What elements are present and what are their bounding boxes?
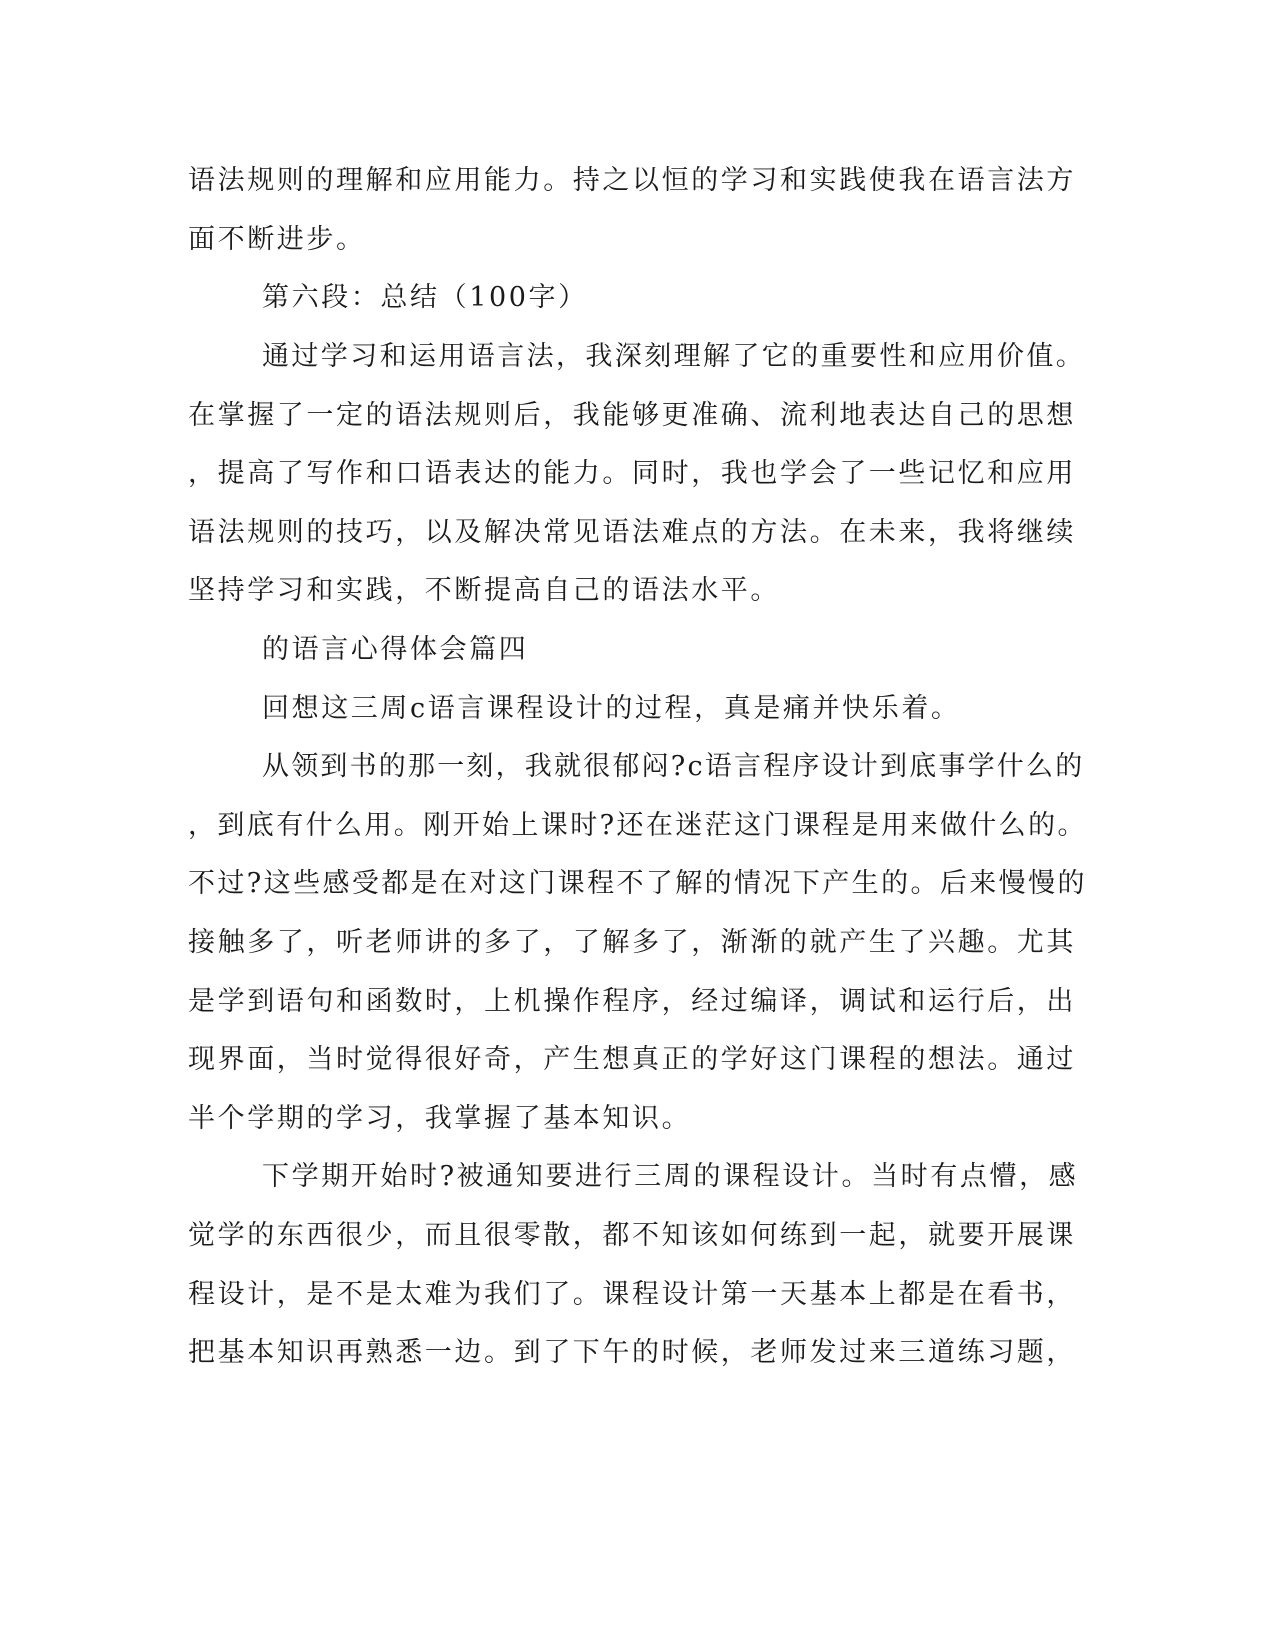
paragraph-first-line: 从领到书的那一刻，我就很郁闷?c语言程序设计到底事学什么的 <box>262 751 1085 782</box>
body-line: 是学到语句和函数时，上机操作程序，经过编译，调试和运行后，出 <box>188 986 1076 1017</box>
body-line: 语法规则的技巧，以及解决常见语法难点的方法。在未来，我将继续 <box>188 517 1076 548</box>
body-line: 程设计，是不是太难为我们了。课程设计第一天基本上都是在看书， <box>188 1279 1076 1310</box>
body-line: 不过?这些感受都是在对这门课程不了解的情况下产生的。后来慢慢的 <box>188 868 1087 899</box>
body-line: 觉学的东西很少，而且很零散，都不知该如何练到一起，就要开展课 <box>188 1220 1076 1251</box>
body-line: 把基本知识再熟悉一边。到了下午的时候，老师发过来三道练习题， <box>188 1337 1076 1368</box>
body-line: 面不断进步。 <box>188 224 366 255</box>
paragraph-first-line: 下学期开始时?被通知要进行三周的课程设计。当时有点懵，感 <box>262 1161 1079 1192</box>
body-line: 语法规则的理解和应用能力。持之以恒的学习和实践使我在语言法方 <box>188 165 1076 196</box>
body-line: 接触多了，听老师讲的多了，了解多了，渐渐的就产生了兴趣。尤其 <box>188 927 1076 958</box>
body-line: ，到底有什么用。刚开始上课时?还在迷茫这门课程是用来做什么的。 <box>188 810 1087 841</box>
body-line: ，提高了写作和口语表达的能力。同时，我也学会了一些记忆和应用 <box>188 458 1076 489</box>
article-heading: 的语言心得体会篇四 <box>262 634 529 665</box>
body-line: 在掌握了一定的语法规则后，我能够更准确、流利地表达自己的思想 <box>188 400 1076 431</box>
body-line: 坚持学习和实践，不断提高自己的语法水平。 <box>188 575 780 606</box>
paragraph-first-line: 回想这三周c语言课程设计的过程，真是痛并快乐着。 <box>262 693 961 724</box>
section-heading: 第六段：总结（100字） <box>262 282 588 313</box>
body-line: 现界面，当时觉得很好奇，产生想真正的学好这门课程的想法。通过 <box>188 1044 1076 1075</box>
paragraph-first-line: 通过学习和运用语言法，我深刻理解了它的重要性和应用价值。 <box>262 341 1086 372</box>
body-line: 半个学期的学习，我掌握了基本知识。 <box>188 1103 692 1134</box>
